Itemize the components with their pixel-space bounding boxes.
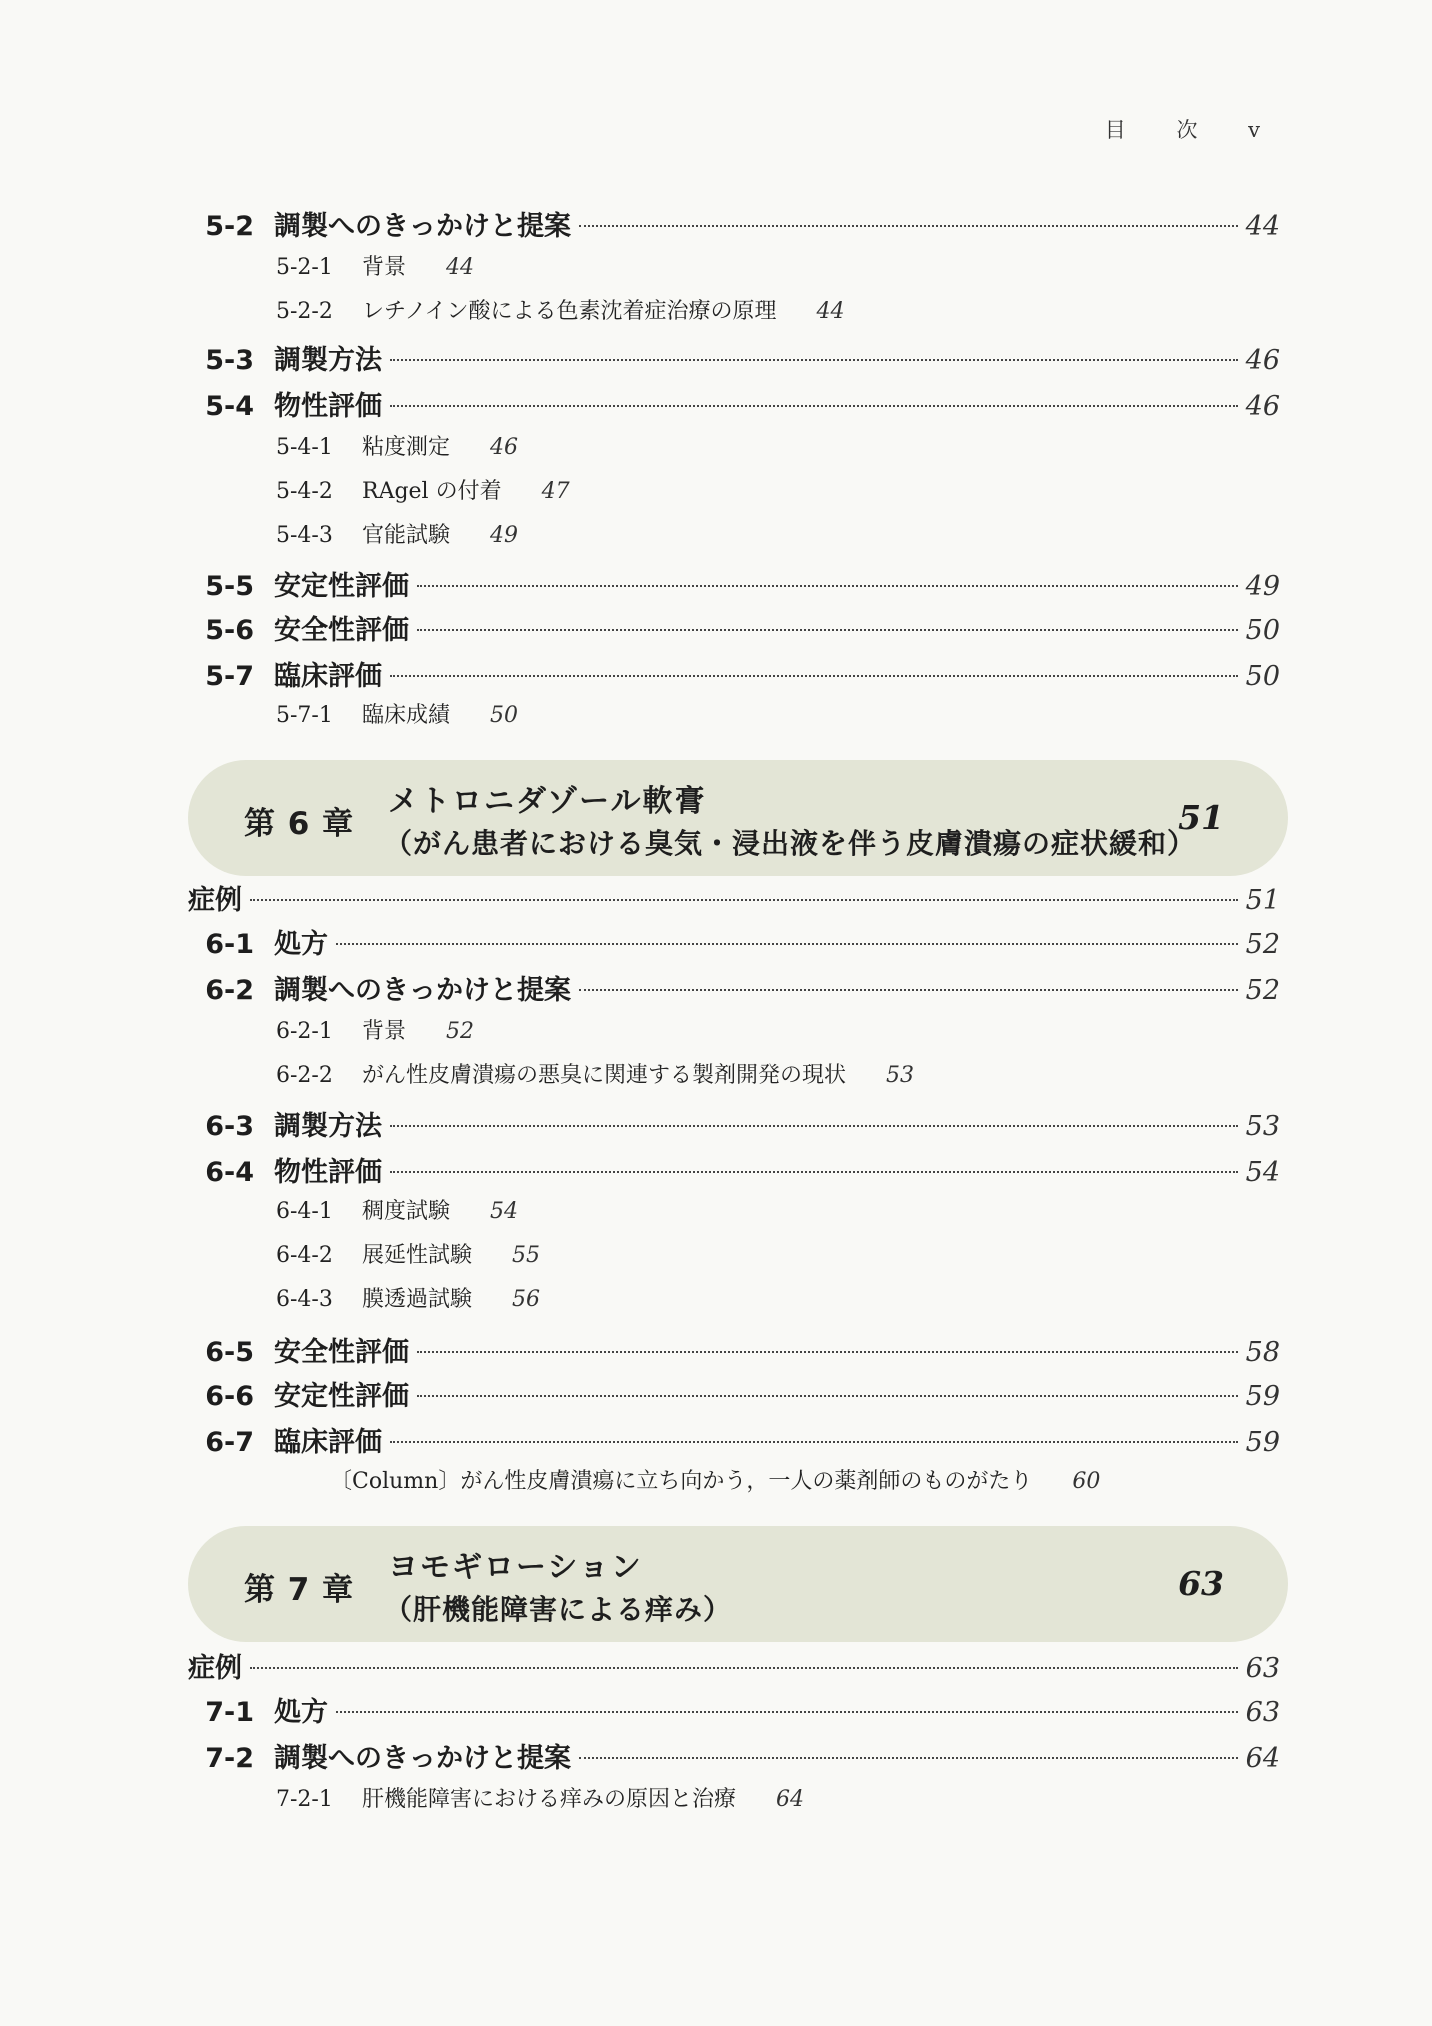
toc-entry[interactable] (0, 922, 1280, 961)
section-number: 6-2 (205, 975, 254, 1006)
section-number: 5-6 (205, 615, 254, 646)
section-number: 6-3 (205, 1111, 254, 1142)
section-title: 調製方法 (274, 1111, 382, 1142)
section-number: 6-1 (205, 929, 254, 960)
toc-entry[interactable] (0, 518, 1432, 549)
dot-leader (417, 1395, 1238, 1397)
toc-entry[interactable] (0, 204, 1280, 243)
subsection-number: 7-2-1 (276, 1787, 333, 1812)
page-number: 59 (1245, 1381, 1280, 1412)
toc-entry[interactable] (0, 250, 1432, 281)
chapter-banner (188, 1526, 1288, 1642)
page-number: 52 (1245, 929, 1280, 960)
subsection-title: 臨床成績 (362, 703, 451, 728)
toc-entry[interactable] (0, 698, 1432, 729)
page-number: 52 (446, 1019, 475, 1044)
page-number: 46 (490, 435, 519, 460)
section-number: 5-4 (205, 391, 254, 422)
page-number: 64 (776, 1787, 805, 1812)
dot-leader (417, 585, 1238, 587)
section-number: 7-2 (205, 1743, 254, 1774)
section-title: 調製へのきっかけと提案 (274, 975, 571, 1006)
section-title: 物性評価 (274, 391, 382, 422)
subsection-title: 肝機能障害における痒みの原因と治療 (362, 1787, 737, 1812)
toc-entry[interactable] (0, 1014, 1432, 1045)
page-number: 50 (490, 703, 519, 728)
chapter-title: メトロニダゾール軟膏 (388, 784, 707, 819)
toc-entry[interactable] (0, 654, 1280, 693)
dot-leader (390, 675, 1238, 677)
page-number: 44 (816, 299, 845, 324)
toc-entry[interactable] (0, 1104, 1280, 1143)
subsection-title: 展延性試験 (362, 1243, 473, 1268)
dot-leader (336, 943, 1238, 945)
page-number: 44 (1245, 211, 1280, 242)
chapter-page: 63 (1178, 1564, 1224, 1603)
subsection-title: 稠度試験 (362, 1199, 451, 1224)
subsection-title: がん性皮膚潰瘍の悪臭に関連する製剤開発の現状 (362, 1063, 847, 1088)
dot-leader (390, 1125, 1238, 1127)
section-number: 6-6 (205, 1381, 254, 1412)
toc-entry[interactable] (0, 1690, 1280, 1729)
subsection-title: 官能試験 (362, 523, 451, 548)
section-number: 5-7 (205, 661, 254, 692)
page-number: 46 (1245, 391, 1280, 422)
chapter-title: ヨモギローション (388, 1550, 643, 1585)
toc-entry[interactable] (0, 1646, 1280, 1685)
page-number: 46 (1245, 345, 1280, 376)
section-number: 6-5 (205, 1337, 254, 1368)
subsection-title: レチノイン酸による色素沈着症治療の原理 (362, 299, 777, 324)
toc-entry[interactable] (0, 1736, 1280, 1775)
dot-leader (390, 1441, 1238, 1443)
dot-leader (579, 225, 1238, 227)
toc-entry[interactable] (0, 878, 1280, 917)
page-number: 50 (1245, 661, 1280, 692)
page-number: 49 (490, 523, 519, 548)
toc-entry[interactable] (0, 384, 1280, 423)
subsection-number: 6-2-2 (276, 1063, 333, 1088)
section-number: 6-4 (205, 1157, 254, 1188)
section-number: 5-2 (205, 211, 254, 242)
subsection-number: 6-2-1 (276, 1019, 333, 1044)
toc-entry[interactable] (0, 564, 1280, 603)
section-title: 臨床評価 (274, 661, 382, 692)
subsection-title: 背景 (362, 1019, 407, 1044)
page-number: 44 (446, 255, 475, 280)
page-number: 54 (490, 1199, 519, 1224)
chapter-page: 51 (1178, 798, 1224, 837)
section-number: 5-5 (205, 571, 254, 602)
chapter-subtitle: （がん患者における臭気・浸出液を伴う皮膚潰瘍の症状緩和） (384, 827, 1197, 860)
dot-leader (390, 359, 1238, 361)
toc-entry[interactable] (0, 1058, 1432, 1089)
page-number: 59 (1245, 1427, 1280, 1458)
page-number: 50 (1245, 615, 1280, 646)
toc-entry[interactable] (0, 430, 1432, 461)
page-number: 53 (1245, 1111, 1280, 1142)
page-number: 55 (512, 1243, 541, 1268)
page-number: 56 (512, 1287, 541, 1312)
subsection-number: 5-4-1 (276, 435, 333, 460)
dot-leader (579, 989, 1238, 991)
subsection-title: 背景 (362, 255, 407, 280)
subsection-number: 5-2-1 (276, 255, 333, 280)
section-title: 物性評価 (274, 1157, 382, 1188)
chapter-number: 第 7 章 (244, 1572, 355, 1608)
section-title: 安全性評価 (274, 615, 409, 646)
dot-leader (390, 405, 1238, 407)
section-title: 処方 (274, 929, 328, 960)
section-title: 安全性評価 (274, 1337, 409, 1368)
section-title: 処方 (274, 1697, 328, 1728)
toc-entry[interactable] (0, 1238, 1432, 1269)
running-header: 目 次 v (1104, 118, 1282, 142)
toc-entry[interactable] (0, 294, 1432, 325)
dot-leader (579, 1757, 1238, 1759)
section-title: 臨床評価 (274, 1427, 382, 1458)
subsection-number: 5-2-2 (276, 299, 333, 324)
subsection-number: 6-4-2 (276, 1243, 333, 1268)
subsection-title: 粘度測定 (362, 435, 451, 460)
subsection-number: 5-7-1 (276, 703, 333, 728)
section-title: 症例 (188, 885, 242, 916)
chapter-number: 第 6 章 (244, 806, 355, 842)
toc-entry[interactable] (0, 1282, 1432, 1313)
toc-entry[interactable] (0, 338, 1280, 377)
dot-leader (250, 1667, 1238, 1669)
page-number: 63 (1245, 1653, 1280, 1684)
page-number: 49 (1245, 571, 1280, 602)
page-number: 54 (1245, 1157, 1280, 1188)
toc-entry[interactable] (0, 1374, 1280, 1413)
toc-entry[interactable] (0, 474, 1432, 505)
page-number: 64 (1245, 1743, 1280, 1774)
subsection-number: 6-4-3 (276, 1287, 333, 1312)
subsection-number: 6-4-1 (276, 1199, 333, 1224)
section-title: 調製へのきっかけと提案 (274, 211, 571, 242)
page-number: 60 (1072, 1469, 1101, 1494)
subsection-number: 5-4-2 (276, 479, 333, 504)
page-number: 52 (1245, 975, 1280, 1006)
toc-entry[interactable] (0, 608, 1280, 647)
section-number: 5-3 (205, 345, 254, 376)
section-title: 安定性評価 (274, 1381, 409, 1412)
chapter-subtitle: （肝機能障害による痒み） (384, 1593, 733, 1626)
page-number: 53 (886, 1063, 915, 1088)
page-number: 47 (541, 479, 570, 504)
subsection-title: RAgel の付着 (362, 479, 502, 504)
section-title: 調製へのきっかけと提案 (274, 1743, 571, 1774)
subsection-number: 5-4-3 (276, 523, 333, 548)
toc-entry[interactable] (0, 968, 1280, 1007)
dot-leader (250, 899, 1238, 901)
dot-leader (336, 1711, 1238, 1713)
section-title: 症例 (188, 1653, 242, 1684)
section-number: 6-7 (205, 1427, 254, 1458)
chapter-banner (188, 760, 1288, 876)
section-number: 7-1 (205, 1697, 254, 1728)
subsection-title: 〔Column〕がん性皮膚潰瘍に立ち向かう，一人の薬剤師のものがたり (330, 1469, 1033, 1494)
toc-entry[interactable] (0, 1464, 1432, 1495)
toc-entry[interactable] (0, 1150, 1280, 1189)
section-title: 調製方法 (274, 345, 382, 376)
subsection-title: 膜透過試験 (362, 1287, 473, 1312)
toc-entry[interactable] (0, 1330, 1280, 1369)
page-number: 51 (1245, 885, 1280, 916)
dot-leader (417, 629, 1238, 631)
toc-entry[interactable] (0, 1420, 1280, 1459)
page-number: 63 (1245, 1697, 1280, 1728)
dot-leader (417, 1351, 1238, 1353)
dot-leader (390, 1171, 1238, 1173)
toc-entry[interactable] (0, 1782, 1432, 1813)
toc-entry[interactable] (0, 1194, 1432, 1225)
page-number: 58 (1245, 1337, 1280, 1368)
section-title: 安定性評価 (274, 571, 409, 602)
